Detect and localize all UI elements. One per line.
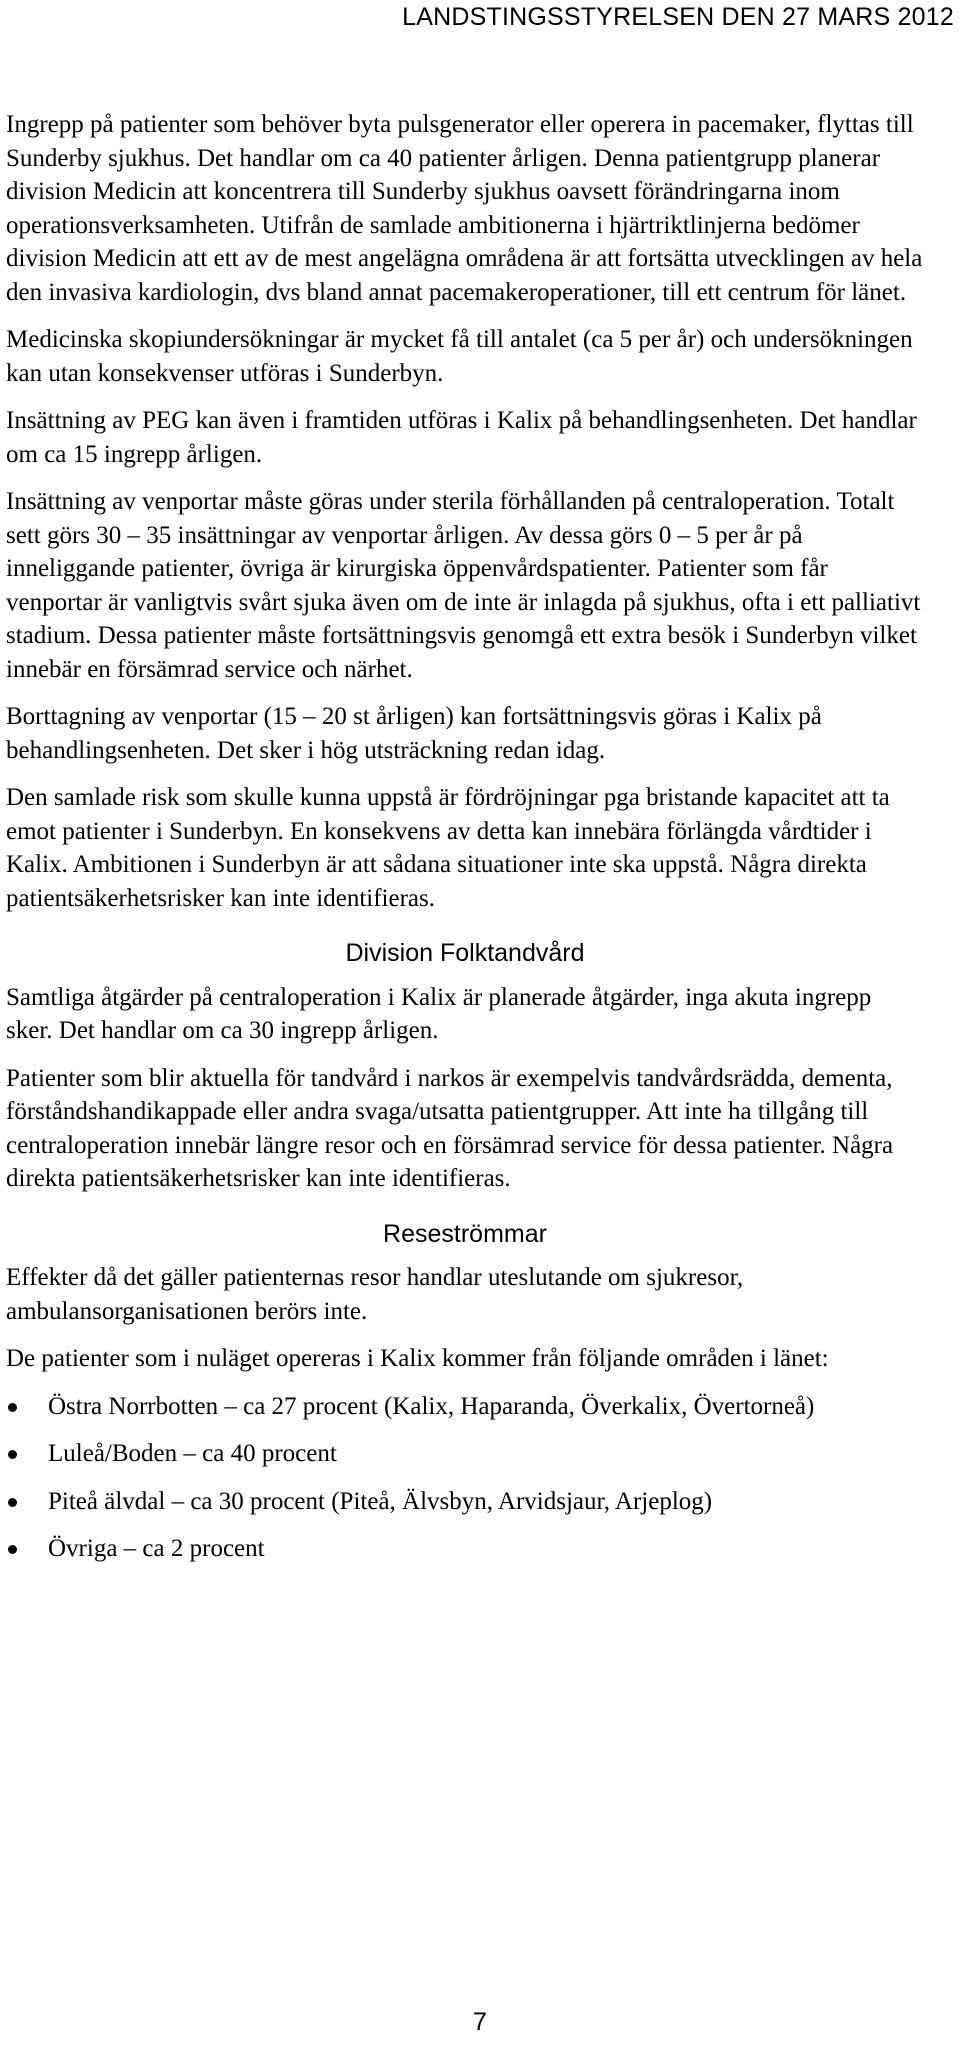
paragraph-resestrommar-effekter: Effekter då det gäller patienternas resor handlar uteslutande om sjukresor, ambulansorganisationen berörs inte. [6, 1264, 744, 1325]
bullet-icon [8, 1498, 17, 1507]
paragraph-venportar-borttagning: Borttagning av venportar (15 – 20 st årligen) kan fortsättningsvis göras i Kalix på behandlingsenheten. Det sker i hög utsträckning redan idag. [6, 703, 822, 764]
running-header: LANDSTINGSSTYRELSEN DEN 27 MARS 2012 [402, 3, 954, 31]
paragraph-samlade-risk: Den samlade risk som skulle kunna uppstå är fördröjningar pga bristande kapacitet att ta emot patienter i Sunderbyn. En konsekvens av detta kan innebära förlängda vårdtider i Kalix. Ambitionen i Sunderbyn är att sådana situationer inte ska uppstå. Några direkta patientsäkerhetsrisker kan inte identifieras. [6, 784, 890, 912]
list-item [6, 1437, 924, 1471]
paragraph-pacemaker: Ingrepp på patienter som behöver byta pulsgenerator eller operera in pacemaker, flyttas till Sunderby sjukhus. Det handlar om ca 40 patienter årligen. Denna patientgrupp planerar division Medicin att koncentrera till Sunderby sjukhus oavsett förändringarna inom operationsverksamheten. Utifrån de samlade ambitionerna i hjärtriktlinjerna bedömer division Medicin att ett av de mest angelägna områdena är att fortsätta utvecklingen av hela den invasiva kardiologin, dvs bland annat pacemakeroperationer, till ett centrum för länet. [6, 111, 923, 306]
section-heading-folktandvard: Division Folktandvård [345, 939, 585, 967]
paragraph-venportar-insattning: Insättning av venportar måste göras under sterila förhållanden på centraloperation. Totalt sett görs 30 – 35 insättningar av venportar årligen. Av dessa görs 0 – 5 per år på inneliggande patienter, övriga är kirurgiska öppenvårdspatienter. Patienter som får venportar är vanligtvis svårt sjuka även om de inte är inlagda på sjukhus, ofta i ett palliativt stadium. Dessa patienter måste fortsättningsvis genomgå ett extra besök i Sunderbyn vilket innebär en försämrad service och närhet. [6, 488, 921, 683]
list-item-text: Östra Norrbotten – ca 27 procent (Kalix, Haparanda, Överkalix, Övertorneå) [48, 1392, 815, 1420]
list-item-text: Luleå/Boden – ca 40 procent [48, 1440, 337, 1467]
paragraph-folktandvard-atgarder: Samtliga åtgärder på centraloperation i Kalix är planerade åtgärder, inga akuta ingrepp sker. Det handlar om ca 30 ingrepp årligen. [6, 983, 872, 1044]
region-list [6, 1390, 924, 1566]
list-item-text: Piteå älvdal – ca 30 procent (Piteå, Älvsbyn, Arvidsjaur, Arjeplog) [48, 1487, 713, 1515]
paragraph-resestrommar-omraden: De patienter som i nuläget opereras i Kalix kommer från följande områden i länet: [6, 1345, 829, 1372]
list-item [6, 1532, 924, 1566]
list-item-text: Övriga – ca 2 procent [48, 1535, 265, 1562]
document-body [6, 108, 924, 1580]
list-item [6, 1390, 924, 1424]
list-item [6, 1485, 924, 1519]
section-heading-resestrommar: Reseströmmar [383, 1219, 547, 1248]
bullet-icon [8, 1403, 17, 1412]
paragraph-skopi: Medicinska skopiundersökningar är mycket få till antalet (ca 5 per år) och undersökningen kan utan konsekvenser utföras i Sunderbyn. [6, 326, 913, 387]
page-number: 7 [473, 2008, 487, 2036]
bullet-icon [8, 1545, 17, 1554]
paragraph-peg: Insättning av PEG kan även i framtiden utföras i Kalix på behandlingsenheten. Det handlar om ca 15 ingrepp årligen. [6, 407, 917, 468]
paragraph-folktandvard-patienter: Patienter som blir aktuella för tandvård i narkos är exempelvis tandvårdsrädda, dementa, förståndshandikappade eller andra svaga/utsatta patientgrupper. Att inte ha tillgång till centraloperation innebär längre resor och en försämrad service för dessa patienter. Några direkta patientsäkerhetsrisker kan inte identifieras. [6, 1064, 894, 1192]
bullet-icon [8, 1450, 17, 1459]
